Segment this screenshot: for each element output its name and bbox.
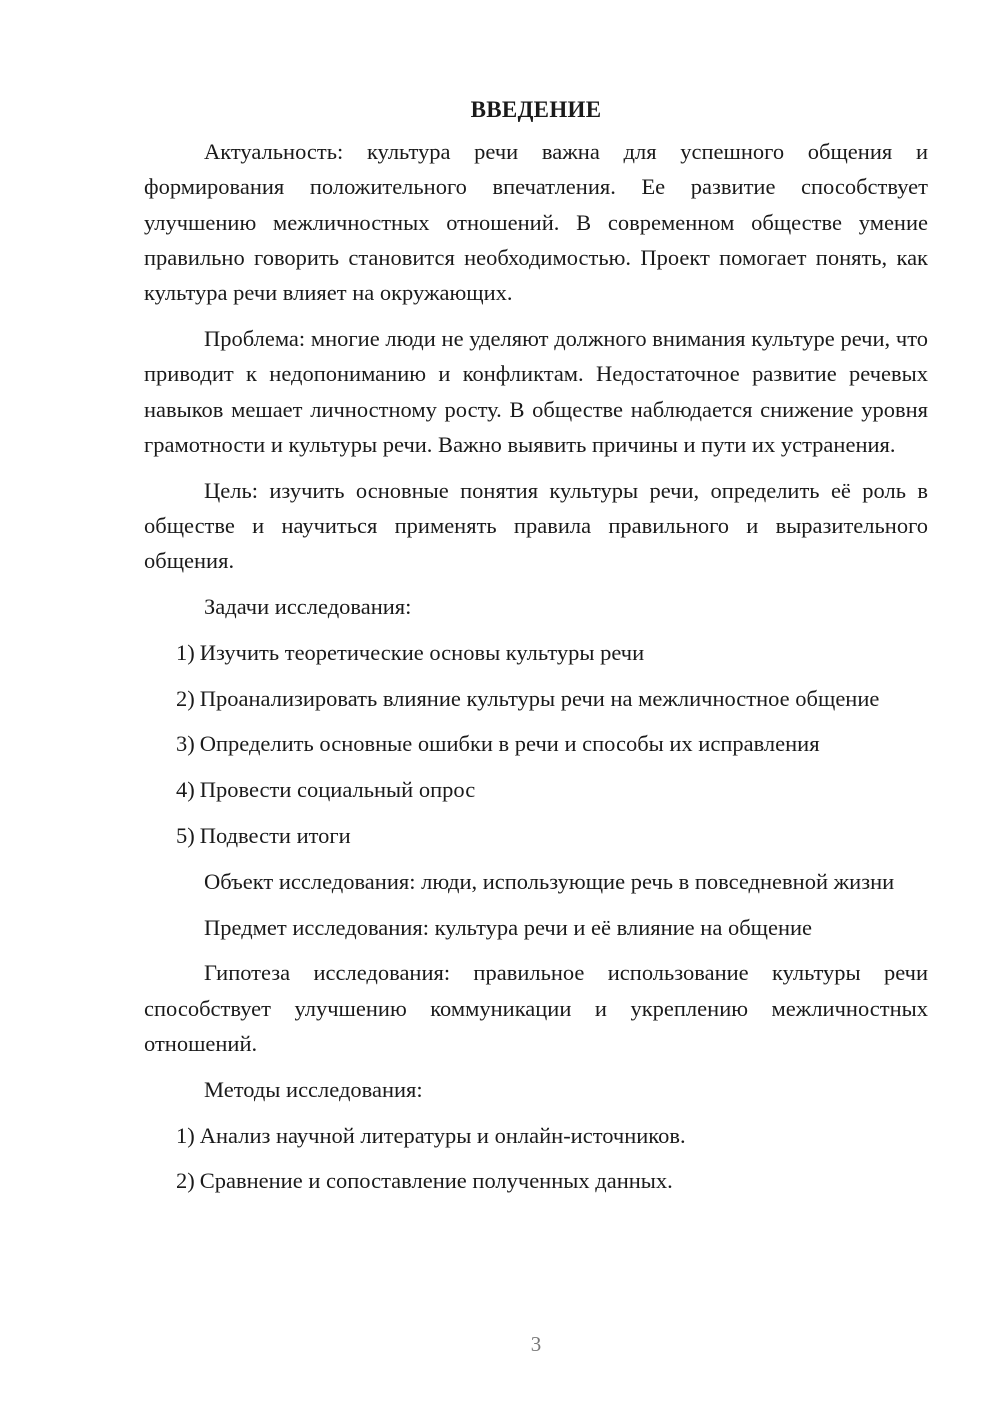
task-item (144, 726, 928, 761)
task-text: Провести социальный опрос (199, 777, 476, 803)
method-number: 1) (176, 1122, 195, 1148)
task-text: Подвести итоги (199, 823, 351, 849)
method-number: 2) (176, 1168, 195, 1194)
goal-paragraph: Цель: изучить основные понятия культуры речи, определить её роль в обществе и научиться применять правила правильного и выразительного общения. (144, 477, 928, 574)
method-text: Анализ научной литературы и онлайн-источников. (199, 1122, 686, 1148)
object-paragraph: Объект исследования: люди, использующие речь в повседневной жизни (204, 868, 895, 894)
task-item (144, 772, 928, 807)
hypothesis-paragraph: Гипотеза исследования: правильное использование культуры речи способствует улучшению коммуникации и укреплению межличностных отношений. (144, 960, 928, 1057)
task-number: 5) (176, 823, 195, 849)
methods-heading: Методы исследования: (204, 1076, 423, 1102)
task-number: 3) (176, 731, 195, 757)
subject-paragraph: Предмет исследования: культура речи и её влияние на общение (204, 914, 813, 940)
task-text: Проанализировать влияние культуры речи на межличностное общение (199, 685, 880, 711)
tasks-heading: Задачи исследования: (204, 594, 412, 620)
task-item (144, 635, 928, 670)
task-item (144, 818, 928, 853)
relevance-paragraph: Актуальность: культура речи важна для успешного общения и формирования положительного впечатления. Ее развитие способствует улучшению межличностных отношений. В современном обществе умение правильно говорить становится необходимостью. Проект помогает понять, как культура речи влияет на окружающих. (144, 139, 928, 306)
task-number: 4) (176, 777, 195, 803)
problem-paragraph: Проблема: многие люди не уделяют должного внимания культуре речи, что приводит к недопониманию и конфликтам. Недостаточное развитие речевых навыков мешает личностному росту. В обществе наблюдается снижение уровня грамотности и культуры речи. Важно выявить причины и пути их устранения. (144, 325, 928, 457)
method-item (144, 1163, 928, 1198)
section-title: ВВЕДЕНИЕ (470, 97, 602, 122)
task-item (144, 681, 928, 716)
method-text: Сравнение и сопоставление полученных данных. (199, 1168, 673, 1194)
task-text: Определить основные ошибки в речи и способы их исправления (199, 731, 820, 757)
page-number: 3 (530, 1332, 542, 1356)
page-content (144, 92, 928, 1209)
task-text: Изучить теоретические основы культуры речи (199, 639, 645, 665)
task-number: 1) (176, 639, 195, 665)
task-number: 2) (176, 685, 195, 711)
method-item (144, 1118, 928, 1153)
